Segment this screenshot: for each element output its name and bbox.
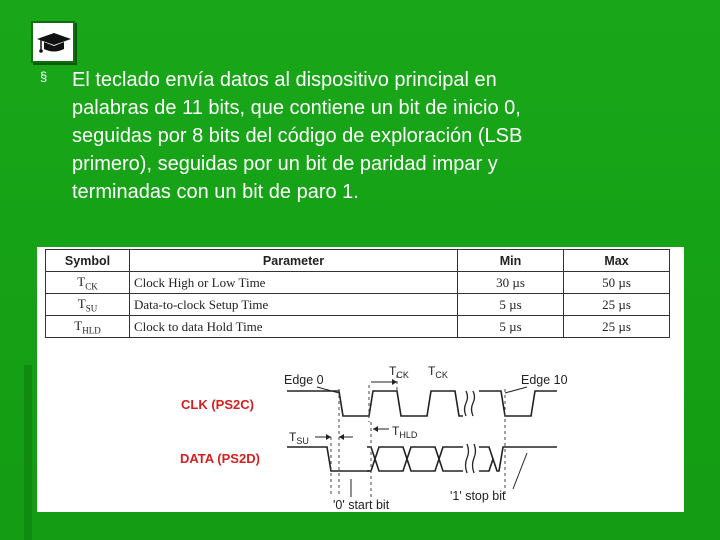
table-cell-min: 30 µs xyxy=(458,272,564,294)
table-cell-symbol: $T_{SU}$ xyxy=(46,294,130,316)
clk-waveform xyxy=(287,391,463,416)
table-cell-parameter: Clock to data Hold Time xyxy=(130,316,458,338)
arrow-head xyxy=(373,426,378,432)
slide-left-strip xyxy=(24,365,32,540)
tck-label: $T_{CK}$ xyxy=(389,364,409,380)
table-cell-max: 25 µs xyxy=(564,294,670,316)
timing-figure xyxy=(37,247,684,512)
edge10-label: Edge 10 xyxy=(521,373,568,387)
start-bit-label: '0' start bit xyxy=(333,498,390,512)
clk-waveform-end xyxy=(479,391,557,416)
paragraph-line: palabras de 11 bits, que contiene un bit de inicio 0, xyxy=(72,97,521,119)
timing-diagram xyxy=(37,247,684,512)
edge10-pointer xyxy=(505,387,527,393)
arrow-head xyxy=(326,434,331,440)
table-cell-symbol: $T_{CK}$ xyxy=(46,272,130,294)
paragraph-line: seguidas por 8 bits del código de exploración (LSB xyxy=(72,125,523,147)
data-signal-label: DATA (PS2D) xyxy=(180,451,260,466)
data-bit-cell xyxy=(375,447,407,471)
table-cell-max: 50 µs xyxy=(564,272,670,294)
thld-label: $T_{HLD}$ xyxy=(392,424,418,440)
data-bit-cell xyxy=(479,447,493,471)
graduation-cap-logo xyxy=(31,21,75,63)
table-cell-parameter: Clock High or Low Time xyxy=(130,272,458,294)
arrow-head xyxy=(339,434,344,440)
table-cell-max: 25 µs xyxy=(564,316,670,338)
table-header: Max xyxy=(564,250,670,272)
table-header: Symbol xyxy=(46,250,130,272)
data-break-icon xyxy=(466,444,476,473)
graduation-cap-icon xyxy=(33,23,73,61)
stop-bit-label: '1' stop bit xyxy=(450,489,506,503)
table-cell-parameter: Data-to-clock Setup Time xyxy=(130,294,458,316)
table-header: Parameter xyxy=(130,250,458,272)
tck-label: $T_{CK}$ xyxy=(428,364,448,380)
table-header: Min xyxy=(458,250,564,272)
data-bit-cell xyxy=(407,447,439,471)
table-cell-symbol: $T_{HLD}$ xyxy=(46,316,130,338)
main-paragraph xyxy=(72,66,692,206)
clk-signal-label: CLK (PS2C) xyxy=(181,397,254,412)
data-waveform-start xyxy=(287,447,371,471)
table-cell-min: 5 µs xyxy=(458,316,564,338)
stop-bit-pointer xyxy=(513,453,527,489)
data-bit-cell xyxy=(439,447,463,471)
paragraph-line: primero), seguidas por un bit de paridad impar y xyxy=(72,153,498,175)
bullet-marker: § xyxy=(40,69,48,84)
paragraph-line: El teclado envía datos al dispositivo principal en xyxy=(72,69,497,91)
tsu-label: $T_{SU}$ xyxy=(289,430,309,446)
edge0-pointer xyxy=(317,387,339,393)
edge0-label: Edge 0 xyxy=(284,373,324,387)
paragraph-line: terminadas con un bit de paro 1. xyxy=(72,181,359,203)
clk-break-icon xyxy=(465,391,475,416)
table-cell-min: 5 µs xyxy=(458,294,564,316)
